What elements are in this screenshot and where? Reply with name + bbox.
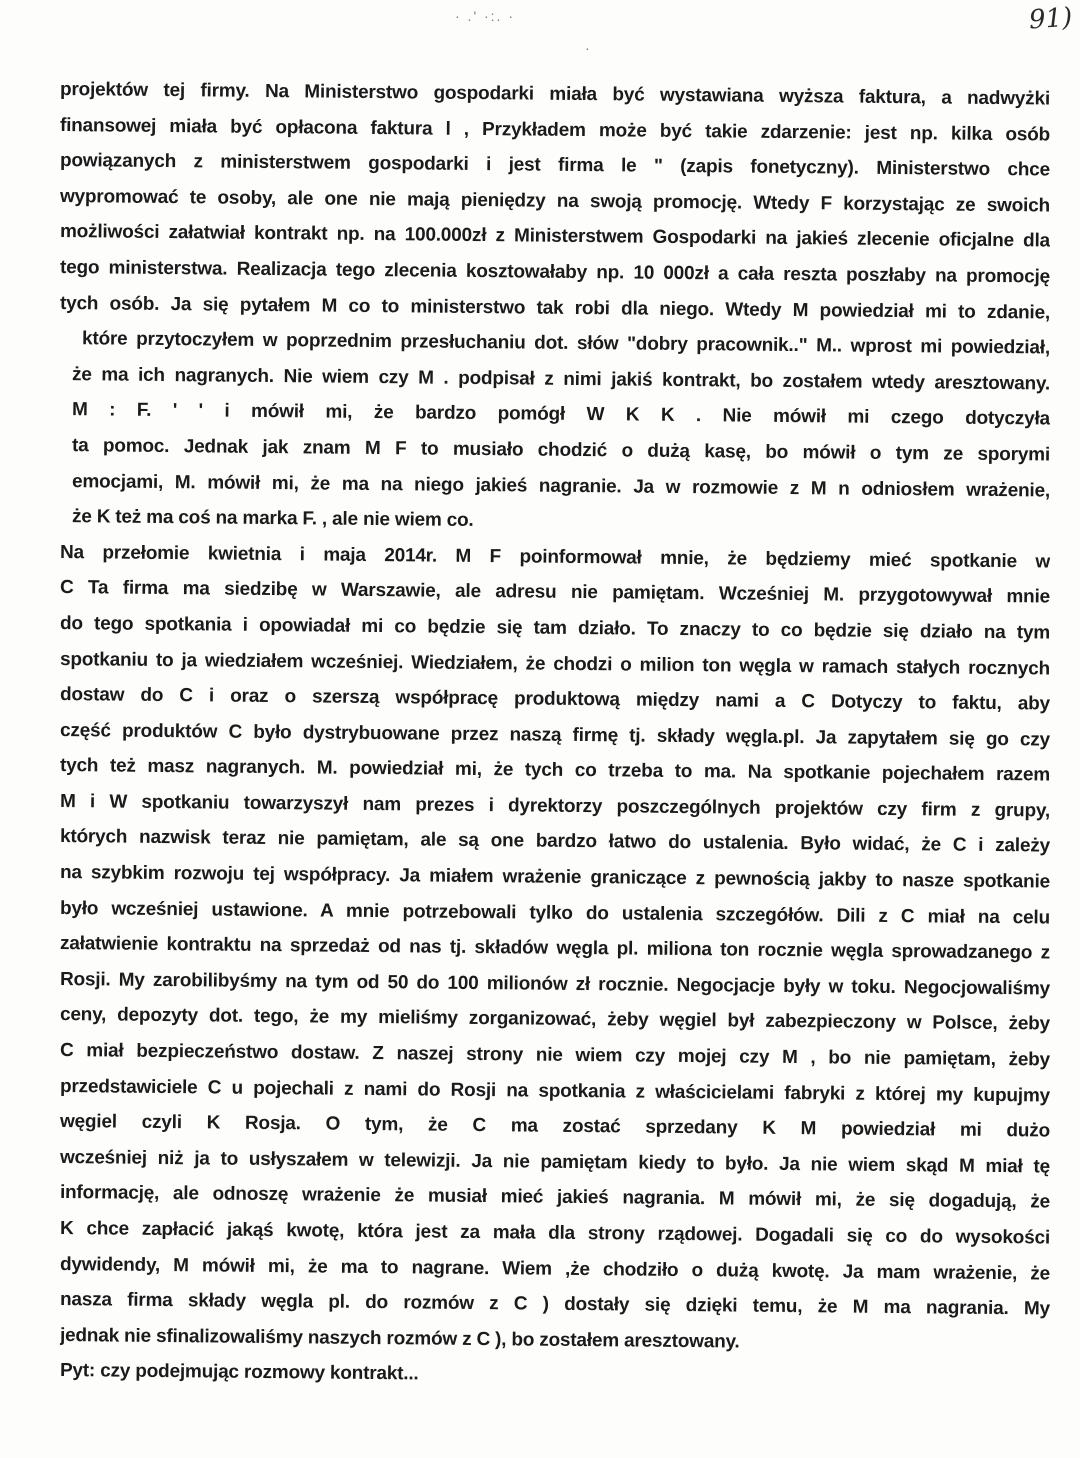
- text-line: dostaw do C i oraz o szerszą współpracę produktową między nami a C Dotyczy to faktu, aby: [59, 684, 1051, 715]
- text-line: Pyt: czy podejmując rozmowy kontrakt...: [59, 1360, 419, 1385]
- text-line: ceny, depozyty dot. tego, że my mieliśmy zorganizować, żeby węgiel był zabezpieczony w Polsce, żeby: [59, 1004, 1051, 1035]
- text-line: projektów tej firmy. Na Ministerstwo gospodarki miała być wystawiana wyższa faktura, a nadwyżki: [59, 79, 1051, 110]
- text-line: część produktów C było dystrybuowane przez naszą firmę tj. składy węgla.pl. Ja zapytałem się go czy: [59, 719, 1051, 751]
- text-line: wcześniej niż ja to usłyszałem w telewizji. Ja nie pamiętam kiedy to było. Ja nie wiem skąd M miał tę: [59, 1146, 1051, 1178]
- text-line: tych też masz nagranych. M. powiedział mi, że tych co trzeba to ma. Na spotkanie pojechałem razem: [59, 755, 1051, 786]
- text-line: które przytoczyłem w poprzednim przesłuchaniu dot. słów "dobry pracownik.." M.. wprost mi powiedział,: [81, 328, 1051, 359]
- text-line: K chce zapłacić jakąś kwotę, która jest za mała dla strony rządowej. Dogadali się co do wysokości: [59, 1218, 1051, 1249]
- text-line: dywidendy, M mówił mi, że ma to nagrane. Wiem ,że chodziło o dużą kwotę. Ja mam wrażenie, że: [59, 1253, 1051, 1285]
- text-line: do tego spotkania i opowiadał mi co będzie się tam działo. To znaczy to co będzie się działo na tym: [59, 612, 1051, 644]
- text-line: jednak nie sfinalizowaliśmy naszych rozmów z C ), bo zostałem aresztowany.: [59, 1324, 740, 1353]
- text-line: spotkaniu to ja wiedziałem wcześniej. Wiedziałem, że chodzi o milion ton węgla w ramach stałych rocznych: [59, 648, 1051, 680]
- text-line: było wcześniej ustawione. A mnie potrzebowali tylko do ustalenia szczegółów. Dili z C miał na celu: [59, 897, 1051, 929]
- scan-noise: ·: [585, 40, 592, 56]
- text-line: powiązanych z ministerstwem gospodarki i jest firma le " (zapis fonetyczny). Ministerstwo chce: [59, 150, 1051, 181]
- text-line: nasza firma składy węgla pl. do rozmów z C ) dostały się dzięki temu, że M ma nagrania. My: [59, 1289, 1051, 1320]
- text-line: że ma ich nagranych. Nie wiem czy M . podpisał z nimi jakiś kontrakt, bo zostałem wtedy aresztowany.: [71, 363, 1051, 395]
- text-line: finansowej miała być opłacona faktura l , Przykładem może być takie zdarzenie: jest np. kilka osób: [59, 114, 1051, 146]
- text-line: C Ta firma ma siedzibę w Warszawie, ale adresu nie pamiętam. Wcześniej M. przygotowywał mnie: [59, 577, 1051, 608]
- text-line: że K też ma coś na marka F. , ale nie wiem co.: [71, 506, 474, 532]
- scan-noise: · .' ·:. ·: [455, 8, 515, 24]
- text-line: tych osób. Ja się pytałem M co to ministerstwo tak robi dla niego. Wtedy M powiedział mi to zdanie,: [59, 292, 1051, 324]
- text-line: ta pomoc. Jednak jak znam M F to musiało chodzić o dużą kasę, bo mówił o tym ze sporymi: [71, 435, 1051, 466]
- text-line: M i W spotkaniu towarzyszył nam prezes i dyrektorzy poszczególnych projektów czy firm z grupy,: [59, 790, 1051, 822]
- text-line: informację, ale odnoszę wrażenie że musiał mieć jakieś nagrania. M mówił mi, że się dogadują, że: [59, 1182, 1051, 1213]
- text-line: emocjami, M. mówił mi, że ma na niego jakieś nagranie. Ja w rozmowie z M n odniosłem wrażenie,: [71, 470, 1051, 502]
- text-line: przedstawiciele C u pojechali z nami do Rosji na spotkania z właścicielami fabryki z której my kupujmy: [59, 1075, 1051, 1107]
- text-line: M : F. ' ' i mówił mi, że bardzo pomógł W K K . Nie mówił mi czego dotyczyła: [71, 399, 1051, 430]
- text-line: wypromować te osoby, ale one nie mają pieniędzy na swoją promocję. Wtedy F korzystając ze swoich: [59, 185, 1051, 217]
- page-number: 91): [1027, 2, 1073, 36]
- transcript-body: [60, 72, 1050, 1389]
- text-line: C miał bezpieczeństwo dostaw. Z naszej strony nie wiem czy mojej czy M , bo nie pamiętam, żeby: [59, 1040, 1051, 1071]
- text-line: węgiel czyli K Rosja. O tym, że C ma zostać sprzedany K M powiedział mi dużo: [59, 1111, 1051, 1142]
- text-line: Rosji. My zarobilibyśmy na tym od 50 do 100 milionów zł rocznie. Negocjacje były w toku. Negocjowaliśmy: [59, 968, 1051, 1000]
- text-line: załatwienie kontraktu na sprzedaż od nas tj. składów węgla pl. miliona ton rocznie węgla sprowadzanego z: [59, 933, 1051, 964]
- text-line: tego ministerstwa. Realizacja tego zlecenia kosztowałaby np. 10 000zł a cała reszta poszłaby na promocję: [59, 256, 1051, 288]
- text-line: Na przełomie kwietnia i maja 2014r. M F poinformował mnie, że będziemy mieć spotkanie w: [59, 541, 1051, 573]
- text-line: których nazwisk teraz nie pamiętam, ale są one bardzo łatwo do ustalenia. Było widać, że C i zależy: [59, 826, 1051, 857]
- text-line: możliwości załatwiał kontrakt np. na 100.000zł z Ministerstwem Gospodarki na jakieś zlecenie oficjalne dla: [59, 221, 1051, 252]
- text-line: na szybkim rozwoju tej współpracy. Ja miałem wrażenie graniczące z pewnością jakby to nasze spotkanie: [59, 862, 1051, 893]
